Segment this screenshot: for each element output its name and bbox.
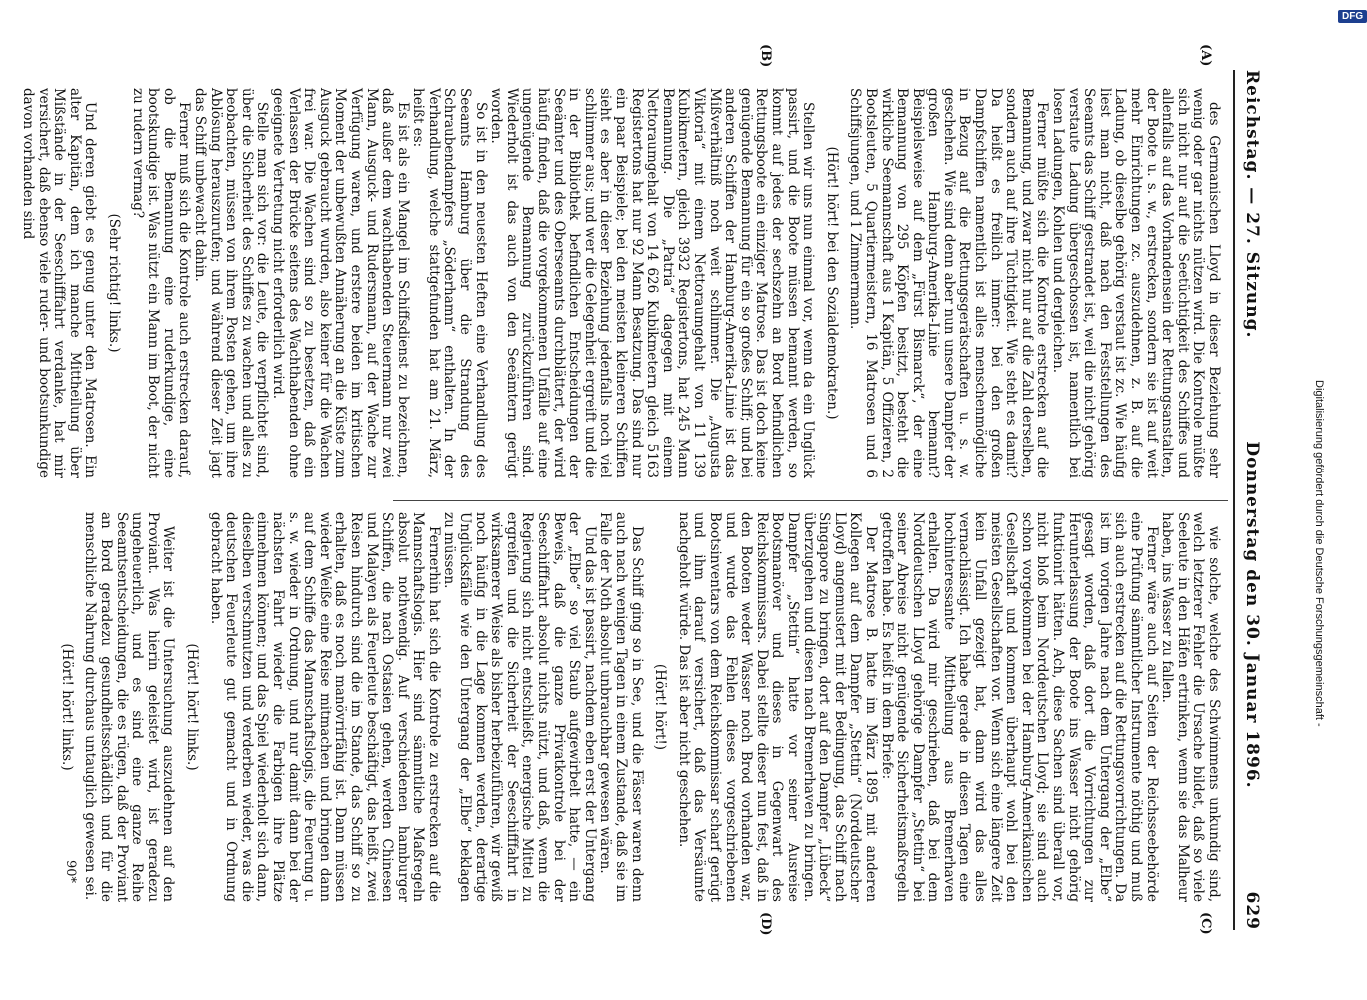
left-column-paragraph: (Sehr richtig! links.) [106,213,123,353]
right-column-paragraph: (Hört! hört! links.) [58,643,75,771]
dfg-logo: DFG [1338,10,1367,23]
left-column-paragraph: des Germanischen Lloyd in dieser Beziehung sehr wenig oder gar nichts nützen wird. Die Kontrole müßte sich nicht nur auf die Seetüchtigkeit des Schiffes und allenfalls auf das Vorhandensein der Rettungsanstalten, der Boote u. s. w., erstrecken, sondern sie ist auf weit mehr Einrichtungen zc. auszudehnen, z. B. auf die Ladung, ob dieselbe gehörig verstaut ist zc. Wie häufig liest man nicht, daß nach den Feststellungen des Seeamts das Schiff gestrandet ist, weil die nicht gehörig verstaute Ladung übergeschossen ist, namentlich bei losen Ladungen, Kohlen und dergleichen. [1050,88,1222,478]
right-column-paragraph: Weiter ist die Untersuchung auszudehnen auf den Proviant. Was hierin geleistet wird, ist geradezu ungeheuerlich, und es sind eine ganze Reihe Seeamtsentscheidungen, die es rügen, daß der Proviant an Bord geradezu gesundheitsschädlich und für die menschliche Nahrung durchaus untauglich gewesen sei. [82,512,177,902]
right-column-paragraph: (Hört! hört!) [652,663,669,751]
right-column-paragraph: wie solche, welche des Schwimmens unkundig sind, welch letzterer Fehler die Ursache bildet, daß so viele Seeleute in den Häfen ertrinken, wenn sie das Malheur haben, ins Wasser zu fallen. [1159,512,1222,902]
right-column-paragraph: Der Matrose B. hatte im März 1895 mit anderen Kollegen auf dem Dampfer „Stettin“ (Norddeutscher Lloyd) angemustert mit der Bedingung, das Schiff nach Singapore zu bringen, dort auf den Dampfer „Lübeck“ überzugehen und diesen nach Bremerhaven zu bringen. Dampfer „Stettin“ hatte vor seiner Ausreise Bootsmanöver und dieses in Gegenwart des Reichskommissars. Dabei stellte dieser nun fest, daß in den Booten weder Wasser noch Brod vorhanden war, und wurde das Fehlen dieses vorgeschriebenen Bootsinventars von dem Reichskommissar scharf gerügt und ihm darauf versichert, daß das Versäumte nachgeholt würde. Das ist aber nicht geschehen. [675,512,879,902]
digitization-note: Digitalisierung gefördert durch die Deutsche Forschungsgemeinschaft - [1313,380,1325,727]
left-column [20,88,1222,478]
marker-b: (B) [758,44,773,68]
right-column-paragraph: (Hört! hört! links.) [184,643,200,771]
page-number: 629 [1242,891,1262,930]
page-header [1239,70,1265,930]
right-column-paragraph: Fernerhin hat sich die Kontrole zu erstrecken auf die Mannschaftslogis. Hier sind sämmtliche Maßregeln absolut nothwendig. Auf verschiedenen hamburger Schiffen, die nach Ostasien gehen, werden Chinesen und Malayen als Feuerleute beschäftigt, das heißt, zwei Reisen hindurch sind die im Stande, das Schiff so zu erhalten, daß es noch manövrirfähig ist. Dann müssen wieder Weiße eine Reise mitmachen und bringen dann auf dem Schiffe das Mannschaftslogis, die Feuerung u. s. w. wieder in Ordnung, und nur damit dann bei der nächsten Fahrt wieder die Farbigen ihre Plätze einnehmen können; und das Spiel wiederholt sich dann, dieselben verschmutzen und verderben wieder, was die deutschen Feuerleute gut gemacht und in Ordnung gebracht haben. [207,512,442,902]
marker-c: (C) [1198,912,1213,935]
right-column-paragraph: Das Schiff ging so in See, und die Fässer waren denn auch nach wenigen Tagen in einem Zustande, daß sie im Falle der Noth absolut unbrauchbar gewesen wären. [597,512,645,902]
left-column-paragraph: Und deren giebt es genug unter den Matrosen. Ein alter Kapitän, dem ich manche Mittheilung über Mißstände in der Seeschifffahrt verdanke, hat mir versichert, daß ebenso viele ruder- und bootsunkundige davon vorhanden sind [20,88,99,478]
marker-a: (A) [1198,44,1213,67]
left-column-paragraph: So ist in den neuesten Heften eine Verhandlung des Seeamts Hamburg über die Strandung des Schraubendampfers „Söderhamn“ enthalten. In der Verhandlung, welche stattgefunden hat am 21. März, heißt es: [410,88,489,478]
left-column-paragraph: Stellen wir uns nun einmal vor, wenn da ein Unglück passirt, und die Boote müssen bemannt werden, so kommt auf jedes der sechszehn an Bord befindlichen Rettungsboote ein einziger Matrose. Das ist doch keine genügende Bemannung für ein so großes Schiff; und bei anderen Schiffen der Hamburg-Amerika-Linie ist das Mißverhältniß noch weit schlimmer. Die „Augusta Viktoria“ mit einem Nettoraumgehalt von 11 139 Kubikmetern, gleich 3932 Registertons, hat 245 Mann Bemannung. Die „Patria“ dagegen mit einem Nettoraumgehalt von 14 626 Kubikmetern gleich 5163 Registertons hat nur 92 Mann Besatzung. Das sind nur ein paar Beispiele; bei den meisten kleineren Schiffen sieht es aber in dieser Beziehung jedenfalls noch viel schlimmer aus; und wer die Gelegenheit ergreift und die in der Bibliothek befindlichen Entscheidungen der Seeämter und des Oberseeamts durchblättert, der wird häufig finden, daß die vorgekommenen Unfälle auf eine ungenügende Bemannung zurückzuführen sind. Wiederholt ist das auch von den Seeämtern gerügt worden. [488,88,817,478]
marker-d: (D) [758,912,773,936]
left-column-paragraph: Es ist als ein Mangel im Schiffsdienst zu bezeichnen, daß außer dem wachthabenden Steuermann nur zwei Mann, Ausguck- und Rudersmann, auf der Wache zur Verfügung waren, und erstere beiden im kritischen Moment der unbewußten Annäherung an die Küste zum Ausguck gebraucht wurden, also keiner für die Wachen frei war. Die Wachen sind so zu besetzen, daß ein Verlassen der Brücke seitens des Wachthabenden ohne geeignete Vertretung nicht erforderlich wird. [269,88,411,478]
left-column-paragraph: Stelle man sich vor: die Leute, die verpflichtet sind, über die Sicherheit des Schiffes zu wachen und alles zu beobachten, müssen von ihrem Posten gehen, um ihre Ablösung herauszurufen; und während dieser Zeit jagt das Schiff unbewacht dahin. [192,88,271,478]
column-divider [393,500,1228,501]
left-column-paragraph: Ferner müßte sich die Kontrole erstrecken auf die Bemannung, und zwar nicht nur auf die Zahl derselben, sondern auch auf ihre Tüchtigkeit. Wie steht es damit? Da heißt es freilich immer: bei den großen Dampfschiffen namentlich ist alles menschenmögliche in Bezug auf die Rettungsgerätschaften u. s. w. geschehen. Wie sind denn aber nun unsere Dampfer der großen Hamburg-Amerika-Linie bemannt? Beispielsweise auf dem „Fürst Bismarck“, der eine Bemannung von 295 Köpfen besitzt, besteht die wirkliche Seemannschaft aus 1 Kapitän, 5 Offizieren, 2 Bootsleuten, 5 Quartiermeistern, 16 Matrosen und 6 Schiffsjungen, und 1 Zimmermann. [847,88,1051,478]
left-column-paragraph: Ferner muß sich die Kontrole auch erstrecken darauf, ob die Bemannung eine ruderkundige, eine bootskundige ist. Was nützt ein Mann im Boot, der nicht zu rudern vermag? [129,88,193,478]
right-column-paragraph: Und das ist passirt, nachdem eben erst der Untergang der „Elbe“ so viel Staub aufgewirbelt hatte, — ein Beweis, daß die ganze Privatkontrole bei der Seeschifffahrt absolut nichts nützt, und daß, wenn die Regierung sich nicht entschließt, energische Mittel zu ergreifen und die Sicherheit der Seeschifffahrt in wirksamerer Weise als bisher herbeizuführen, wir gewiß noch häufig in die Lage kommen werden, derartige Unglücksfälle wie den Untergang der „Elbe“ beklagen zu müssen. [441,512,598,902]
left-column-paragraph: (Hört! hört! bei den Sozialdemokraten.) [823,146,840,420]
header-center: Donnerstag den 30. Januar 1896. [1242,441,1262,789]
header-rule [1233,70,1235,930]
header-left: Reichstag. — 27. Sitzung. [1242,70,1262,339]
signature-mark: 90* [63,860,78,884]
right-column-paragraph: Ferner wäre auch auf Seiten der Reichsseebehörde eine Prüfung sämmtlicher Instrumente nöthig und muß sich auch erstrecken auf die Rettungsvorrichtungen. Da ist im vorigen Jahre nach dem Untergang der „Elbe“ gesagt worden, daß dort die Vorrichtungen zur Herunterlassung der Boote ins Wasser nicht gehörig funktionirt hätten. Ach, diese Sachen sind überall vor, nicht bloß beim Norddeutschen Lloyd; sie sind auch schon vorgekommen bei der Hamburg-Amerikanischen Gesellschaft und kommen überhaupt wohl bei den meisten Gesellschaften vor. Wenn sich eine längere Zeit kein Unfall gezeigt hat, dann wird das alles vernachlässigt. Ich habe gerade in diesen Tagen eine hochinteressante Mittheilung aus Bremerhaven erhalten. Da wird mir geschrieben, daß bei dem Norddeutschen Lloyd gehörige Dampfer „Stettin“ bei seiner Abreise nicht genügende Sicherheitsmaßregeln getroffen habe. Es heißt in dem Briefe: [878,512,1160,902]
